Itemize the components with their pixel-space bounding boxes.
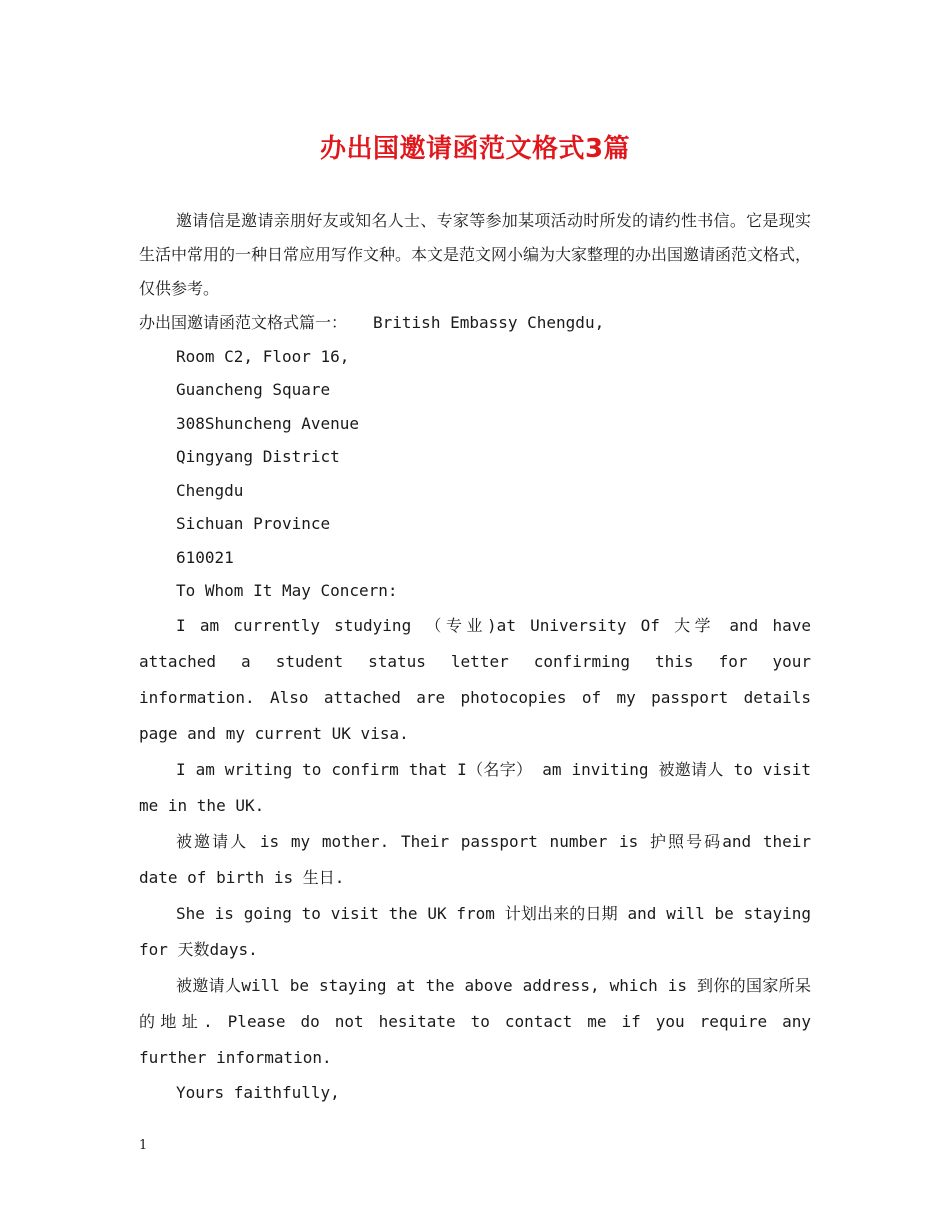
paragraph-invitee-details (139, 824, 811, 896)
salutation: To Whom It May Concern: (176, 581, 398, 600)
address-line-3: Guancheng Square (176, 380, 331, 399)
p1-major: 专业 (445, 615, 488, 635)
address-line-2: Room C2, Floor 16, (176, 346, 350, 366)
p3-invitee: 被邀请人 (176, 831, 249, 851)
paragraph-visit-dates (139, 896, 811, 968)
paragraph-studies (139, 608, 811, 752)
p1-text-c: and have attached a student status letter confirming this for your information. Also attached are photocopies of my passport details page and my current UK visa. (139, 615, 811, 743)
p3-text-b: and their date of birth is (139, 831, 811, 887)
section-heading-line (139, 306, 811, 340)
address-line-4: 308Shuncheng Avenue (176, 413, 360, 433)
address-line-1: British Embassy Chengdu, (373, 313, 605, 332)
p4-date: 计划出来的日期 (504, 903, 618, 923)
p4-days: 天数 (177, 939, 210, 959)
address-line-5: Qingyang District (176, 447, 340, 466)
document-body (139, 204, 811, 1109)
p2-invitee: 被邀请人 (658, 759, 724, 779)
page-title: 办出国邀请函范文格式3篇 (319, 134, 631, 164)
section-label: 办出国邀请函范文格式篇一： (139, 313, 348, 332)
p5-invitee: 被邀请人 (176, 975, 242, 995)
p4-text-c: days. (209, 939, 258, 959)
address-line-6: Chengdu (176, 480, 244, 500)
paragraph-invitation (139, 752, 811, 824)
p1-text-b: )at University Of (487, 615, 675, 635)
p2-text-a: I am writing to confirm that I（ (176, 759, 484, 779)
p1-university: 大学 (674, 615, 716, 635)
address-line-7: Sichuan Province (176, 514, 331, 533)
p5-address: 到你的国家所呆的地址 (139, 975, 811, 1031)
address-line-8: 610021 (176, 547, 234, 567)
p2-text-c: to visit me in the UK. (139, 759, 811, 815)
p5-text-a: will be staying at the above address, which is (241, 975, 698, 995)
p3-passport: 护照号码 (650, 831, 723, 851)
intro-paragraph: 邀请信是邀请亲朋好友或知名人士、专家等参加某项活动时所发的请约性书信。它是现实生活中常用的一种日常应用写作文种。本文是范文网小编为大家整理的办出国邀请函范文格式，仅供参考。 (139, 211, 812, 298)
p3-text-a: is my mother. Their passport number is (248, 831, 650, 851)
p4-text-a: She is going to visit the UK from (176, 903, 505, 923)
p3-text-c: . (334, 867, 345, 887)
closing: Yours faithfully, (176, 1082, 340, 1102)
p4-text-b: and will be staying for (139, 903, 811, 959)
p5-text-b: . Please do not hesitate to contact me if you require any further information. (139, 1011, 811, 1067)
p2-text-b: ） am inviting (516, 759, 659, 779)
p2-name: 名字 (483, 759, 517, 779)
p1-text-a: I am currently studying （ (176, 615, 446, 635)
page-number: 1 (139, 1138, 148, 1153)
p3-dob: 生日 (302, 867, 335, 887)
paragraph-stay-address (139, 968, 811, 1076)
